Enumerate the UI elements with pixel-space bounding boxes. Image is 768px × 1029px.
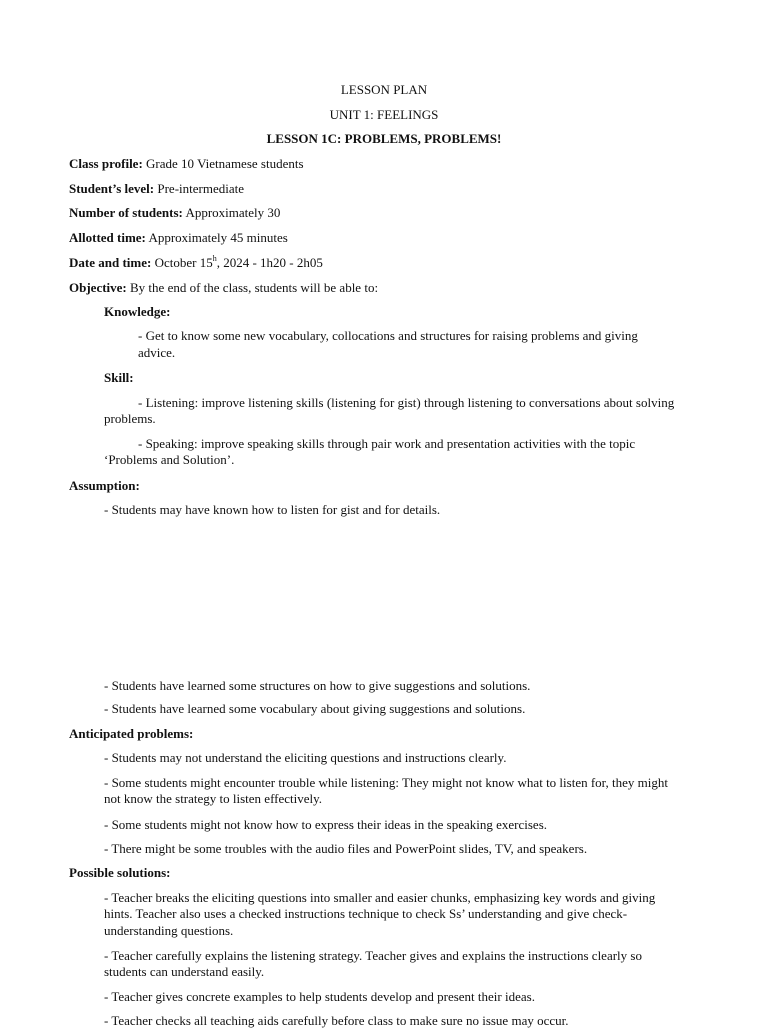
date-time-line: Date and time: October 15$^h$, 2024 - 1h20 - 2h05: [69, 254, 323, 270]
skill-speaking-item: - Speaking: improve speaking skills through pair work and presentation activities with the topic: [138, 436, 636, 451]
assumption-item: - Students have learned some vocabulary about giving suggestions and solutions.: [104, 701, 526, 716]
solution-item: - Teacher checks all teaching aids carefully before class to make sure no issue may occur.: [104, 1013, 569, 1028]
skill-speaking-cont: ‘Problems and Solution’.: [104, 452, 235, 467]
unit-title: UNIT 1: FEELINGS: [329, 107, 439, 122]
solution-item-cont: hints. Teacher also uses a checked instructions technique to check Ss’ understanding and give check-: [104, 906, 628, 921]
assumption-item: - Students may have known how to listen for gist and for details.: [104, 502, 441, 517]
knowledge-heading: Knowledge:: [104, 304, 171, 319]
problem-item-cont: not know the strategy to listen effectively.: [104, 791, 323, 806]
skill-listening-cont: problems.: [104, 411, 156, 426]
problem-item: - Some students might not know how to express their ideas in the speaking exercises.: [104, 817, 548, 832]
solution-item: - Teacher carefully explains the listening strategy. Teacher gives and explains the instructions clearly so: [104, 948, 642, 963]
lesson-title: LESSON 1C: PROBLEMS, PROBLEMS!: [266, 131, 502, 146]
possible-solutions-heading: Possible solutions:: [69, 865, 171, 880]
student-level-line: Student’s level: Pre-intermediate: [69, 181, 244, 196]
problem-item: - There might be some troubles with the audio files and PowerPoint slides, TV, and speakers.: [104, 841, 588, 856]
problem-item: - Some students might encounter trouble while listening: They might not know what to listen for, they might: [104, 775, 668, 790]
solution-item-cont: students can understand easily.: [104, 964, 265, 979]
allotted-time-line: Allotted time: Approximately 45 minutes: [69, 230, 288, 245]
solution-item: - Teacher breaks the eliciting questions into smaller and easier chunks, emphasizing key words and giving: [104, 890, 656, 905]
solution-item-cont: understanding questions.: [104, 923, 234, 938]
assumption-heading: Assumption:: [69, 478, 140, 493]
assumption-item: - Students have learned some structures on how to give suggestions and solutions.: [104, 678, 531, 693]
skill-heading: Skill:: [104, 370, 134, 385]
class-profile-line: Class profile: Grade 10 Vietnamese students: [69, 156, 304, 171]
anticipated-problems-heading: Anticipated problems:: [69, 726, 194, 741]
knowledge-item-cont: advice.: [138, 345, 176, 360]
solution-item: - Teacher gives concrete examples to help students develop and present their ideas.: [104, 989, 535, 1004]
skill-listening-item: - Listening: improve listening skills (listening for gist) through listening to conversations about solving: [138, 395, 675, 410]
doc-title: LESSON PLAN: [340, 82, 428, 97]
problem-item: - Students may not understand the eliciting questions and instructions clearly.: [104, 750, 507, 765]
objective-line: Objective: By the end of the class, students will be able to:: [69, 280, 379, 295]
number-of-students-line: Number of students: Approximately 30: [69, 205, 281, 220]
knowledge-item: - Get to know some new vocabulary, collocations and structures for raising problems and giving: [138, 328, 638, 343]
